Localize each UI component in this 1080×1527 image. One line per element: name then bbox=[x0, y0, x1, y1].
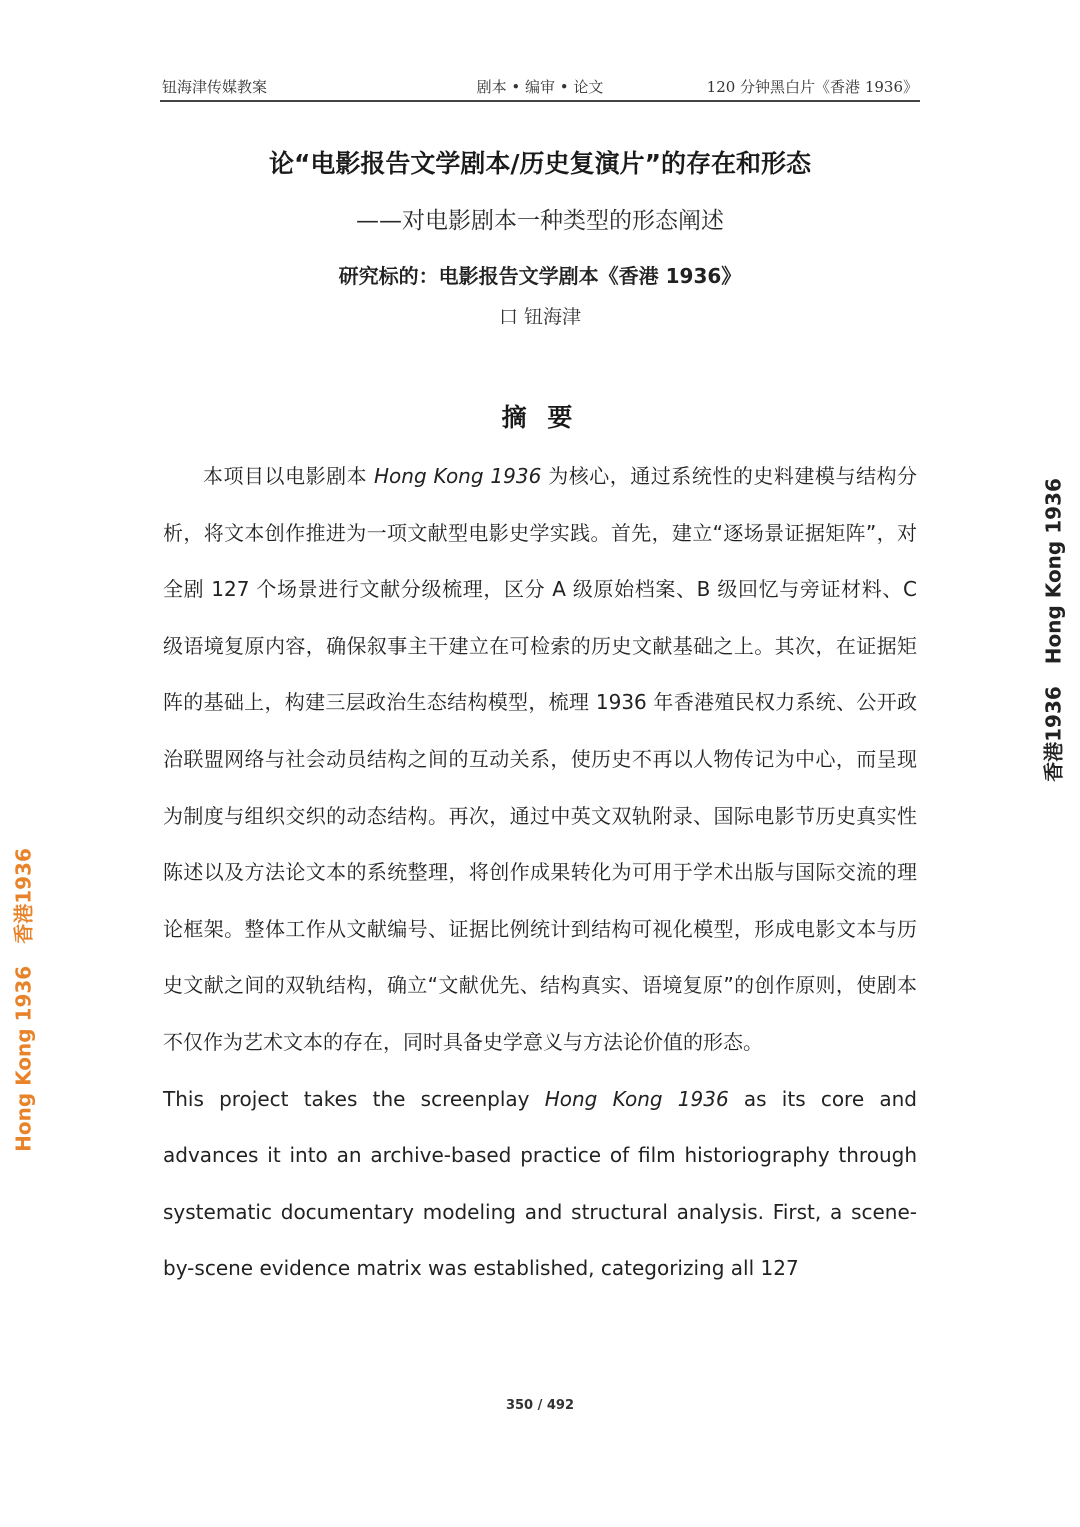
side-right-text bbox=[1038, 478, 1067, 782]
side-watermark-right bbox=[1032, 460, 1072, 800]
abstract-zh-title-italic: Hong Kong 1936 bbox=[374, 464, 542, 488]
abstract-paragraph-en bbox=[163, 1071, 917, 1297]
research-target: 研究标的：电影报告文学剧本《香港 1936》 bbox=[338, 264, 742, 288]
abstract-zh-after: 为核心，通过系统性的史料建模与结构分析，将文本创作推进为一项文献型电影史学实践。首先，建立“逐场景证据矩阵”，对全剧 127 个场景进行文献分级梳理，区分 A 级原始档案、B 级回忆与旁证材料、C 级语境复原内容，确保叙事主干建立在可检索的历史文献基础之上。其次，在证据矩阵的基础上，构建三层政治生态结构模型，梳理 1936 年香港殖民权力系统、公开政治联盟网络与社会动员结构之间的互动关系，使历史不再以人物传记为中心，而呈现为制度与组织交织的动态结构。再次，通过中英文双轨附录、国际电影节历史真实性陈述以及方法论文本的系统整理，将创作成果转化为可用于学术出版与国际交流的理论框架。整体工作从文献编号、证据比例统计到结构可视化模型，形成电影文本与历史文献之间的双轨结构，确立“文献优先、结构真实、语境复原”的创作原则，使剧本不仅作为艺术文本的存在，同时具备史学意义与方法论价值的形态。 bbox=[163, 464, 917, 1054]
abstract-body bbox=[163, 448, 917, 1297]
side-left-part1: Hong Kong 1936 bbox=[11, 965, 36, 1152]
abstract-paragraph-zh bbox=[163, 448, 917, 1071]
abstract-heading: 摘 要 bbox=[501, 403, 579, 432]
side-left-part2: 香港1936 bbox=[11, 848, 36, 944]
page-number: 350 / 492 bbox=[505, 1398, 575, 1413]
abstract-en-before: This project takes the screenplay bbox=[163, 1086, 545, 1111]
abstract-zh-before: 本项目以电影剧本 bbox=[203, 464, 375, 488]
page-subtitle: ——对电影剧本一种类型的形态阐述 bbox=[356, 208, 724, 234]
side-right-part2: Hong Kong 1936 bbox=[1041, 478, 1066, 665]
page-title: 论“电影报告文学剧本/历史复演片”的存在和形态 bbox=[269, 149, 811, 178]
abstract-en-after: as its core and advances it into an archive-based practice of film historiography through systematic documentary modeling and structural analysis. First, a scene-by-scene evidence matrix was established, categorizing all 127 bbox=[163, 1086, 917, 1281]
header-center: 剧本 • 编审 • 论文 bbox=[476, 78, 604, 96]
abstract-en-title-italic: Hong Kong 1936 bbox=[544, 1086, 729, 1111]
page-header bbox=[160, 70, 920, 102]
side-left-text bbox=[8, 848, 37, 1152]
author-line: 口 钮海津 bbox=[498, 306, 582, 328]
header-right: 120 分钟黑白片《香港 1936》 bbox=[706, 78, 918, 96]
side-right-part1: 香港1936 bbox=[1041, 686, 1066, 782]
side-watermark-left bbox=[2, 840, 42, 1160]
header-left: 钮海津传媒教案 bbox=[162, 78, 268, 96]
